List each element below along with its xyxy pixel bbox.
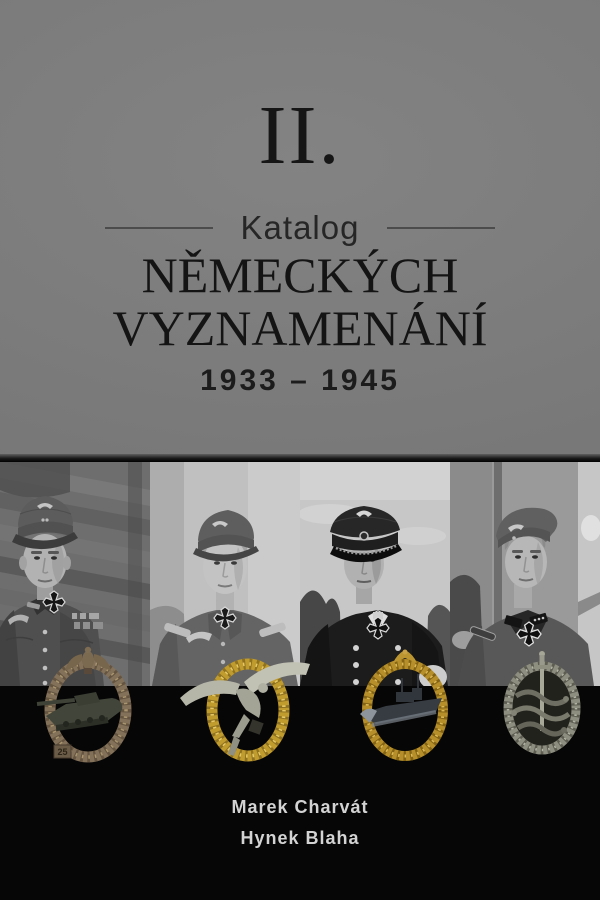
destroyer-war-badge	[352, 648, 458, 766]
pilot-badge	[178, 648, 314, 768]
authors-block	[0, 792, 600, 854]
tank-assault-badge	[36, 644, 140, 766]
series-row	[0, 206, 600, 250]
series-label: Katalog	[240, 209, 360, 246]
anti-partisan-badge	[496, 650, 588, 758]
series-divider-left	[105, 227, 213, 229]
years-range: 1933 – 1945	[200, 364, 400, 397]
badge-grade-number: 25	[57, 747, 68, 757]
volume-number: II.	[258, 89, 342, 182]
title-line-2: VYZNAMENÁNÍ	[112, 300, 488, 356]
author-name-2: Hynek Blaha	[240, 828, 360, 848]
author-name-1: Marek Charvát	[231, 797, 369, 817]
title-line-1: NĚMECKÝCH	[141, 247, 459, 303]
series-divider-right	[387, 227, 495, 229]
panel-shadow	[0, 454, 600, 462]
